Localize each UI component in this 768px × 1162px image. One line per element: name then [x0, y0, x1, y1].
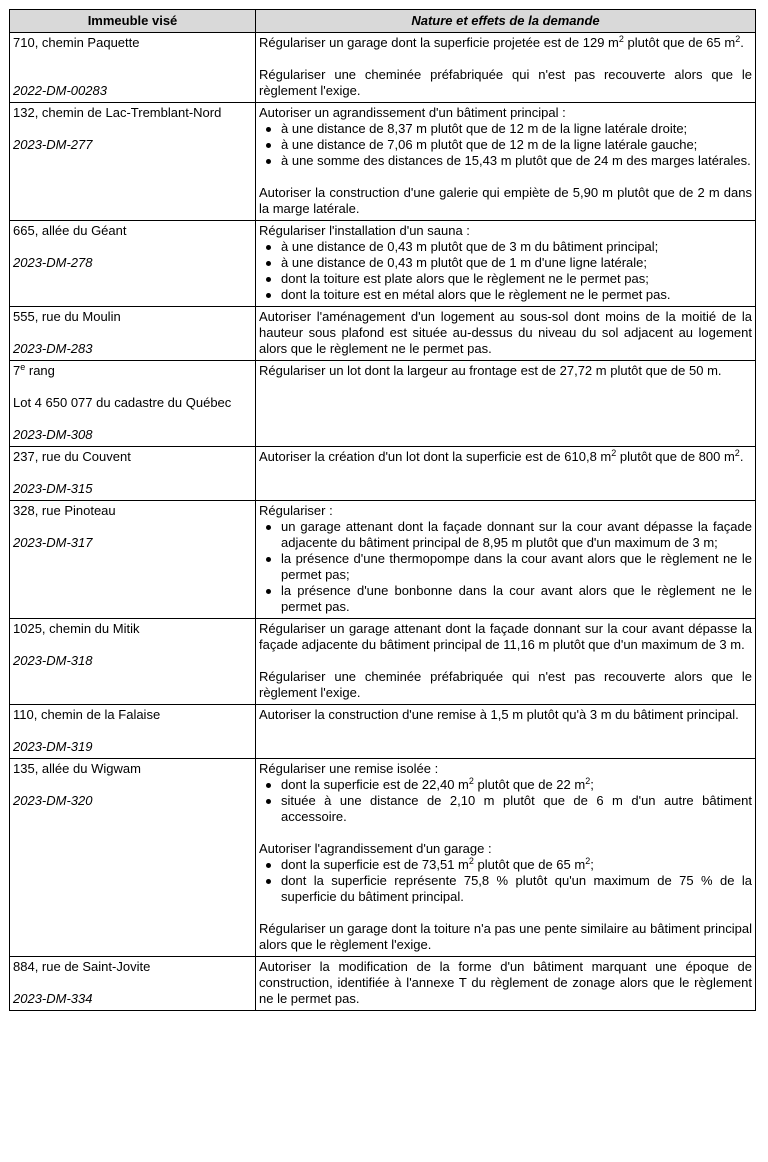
text-fragment: . — [739, 449, 744, 464]
text-fragment: . — [740, 35, 744, 50]
table-row — [10, 705, 756, 759]
address: 110, chemin de la Falaise — [13, 707, 161, 722]
request-cell — [256, 361, 756, 447]
text-fragment: Autoriser la création d'un lot dont la superficie est de 610,8 m — [259, 449, 612, 464]
request-cell — [256, 957, 756, 1011]
dossier-number: 2023-DM-308 — [13, 427, 93, 442]
list-item: à une distance de 8,37 m plutôt que de 12 m de la ligne latérale droite; — [259, 121, 752, 137]
text-fragment: plutôt que de 65 m — [623, 35, 736, 50]
list-item: la présence d'une bonbonne dans la cour avant alors que le règlement ne le permet pas. — [259, 583, 752, 615]
dossier-number: 2023-DM-317 — [13, 535, 93, 550]
dossier-number: 2023-DM-315 — [13, 481, 93, 496]
list-item: à une distance de 0,43 m plutôt que de 3 m du bâtiment principal; — [259, 239, 752, 255]
request-paragraph: Autoriser la modification de la forme d'un bâtiment marquant une époque de construction, identifiée à l'annexe T du règlement de zonage alors que le règlement ne le permet pas. — [259, 959, 752, 1006]
list-item: la présence d'une thermopompe dans la cour avant alors que le règlement ne le permet pas; — [259, 551, 752, 583]
list-item — [259, 857, 752, 873]
list-item: à une somme des distances de 15,43 m plutôt que de 24 m des marges latérales. — [259, 153, 752, 169]
header-building: Immeuble visé — [10, 10, 256, 33]
dossier-number: 2023-DM-334 — [13, 991, 93, 1006]
text-fragment: plutôt que de 22 m — [473, 777, 586, 792]
text-fragment: 7 — [13, 363, 21, 378]
request-cell — [256, 447, 756, 501]
list-item: à une distance de 7,06 m plutôt que de 12 m de la ligne latérale gauche; — [259, 137, 752, 153]
requests-table — [9, 9, 756, 1011]
superscript: 2 — [734, 448, 740, 458]
address: 555, rue du Moulin — [13, 309, 121, 324]
superscript: 2 — [618, 34, 624, 44]
request-cell — [256, 759, 756, 957]
building-cell — [10, 33, 256, 103]
bullet-list — [259, 857, 752, 905]
building-cell — [10, 103, 256, 221]
lot-number: Lot 4 650 077 du cadastre du Québec — [13, 395, 232, 410]
list-item: dont la toiture est en métal alors que le règlement ne le permet pas. — [259, 287, 752, 303]
superscript: 2 — [735, 34, 741, 44]
request-paragraph: Régulariser une remise isolée : — [259, 761, 439, 776]
list-item — [259, 777, 752, 793]
header-nature: Nature et effets de la demande — [256, 10, 756, 33]
table-row — [10, 501, 756, 619]
building-cell — [10, 361, 256, 447]
request-paragraph: Régulariser l'installation d'un sauna : — [259, 223, 470, 238]
list-item: située à une distance de 2,10 m plutôt que de 6 m d'un autre bâtiment accessoire. — [259, 793, 752, 825]
request-cell — [256, 103, 756, 221]
table-row — [10, 957, 756, 1011]
dossier-number: 2023-DM-319 — [13, 739, 93, 754]
building-cell — [10, 957, 256, 1011]
dossier-number: 2023-DM-320 — [13, 793, 93, 808]
request-paragraph: Régulariser un garage attenant dont la façade donnant sur la cour avant dépasse la façade adjacente du bâtiment principal de 11,16 m plutôt que d'un maximum de 3 m. — [259, 621, 752, 652]
dossier-number: 2023-DM-278 — [13, 255, 93, 270]
bullet-list — [259, 777, 752, 825]
table-row — [10, 221, 756, 307]
text-fragment: ; — [590, 777, 594, 792]
list-item: dont la superficie représente 75,8 % plutôt qu'un maximum de 75 % de la superficie du bâtiment principal. — [259, 873, 752, 905]
request-cell — [256, 501, 756, 619]
request-paragraph: Régulariser un lot dont la largeur au frontage est de 27,72 m plutôt que de 50 m. — [259, 363, 722, 378]
table-row — [10, 103, 756, 221]
dossier-number: 2023-DM-277 — [13, 137, 93, 152]
list-item: dont la toiture est plate alors que le règlement ne le permet pas; — [259, 271, 752, 287]
superscript: 2 — [611, 448, 617, 458]
text-fragment: Régulariser un garage dont la superficie projetée est de 129 m — [259, 35, 619, 50]
request-paragraph — [259, 449, 752, 465]
table-row — [10, 307, 756, 361]
request-paragraph: Régulariser une cheminée préfabriquée qui n'est pas recouverte alors que le règlement l'exige. — [259, 669, 752, 700]
building-cell — [10, 221, 256, 307]
request-paragraph: Régulariser une cheminée préfabriquée qui n'est pas recouverte alors que le règlement l'exige. — [259, 67, 752, 98]
address: 135, allée du Wigwam — [13, 761, 141, 776]
address: 665, allée du Géant — [13, 223, 127, 238]
building-cell — [10, 307, 256, 361]
superscript: 2 — [585, 856, 591, 866]
address — [13, 363, 252, 379]
request-cell — [256, 307, 756, 361]
building-cell — [10, 705, 256, 759]
dossier-number: 2023-DM-283 — [13, 341, 93, 356]
address: 132, chemin de Lac-Tremblant-Nord — [13, 105, 222, 120]
text-fragment: plutôt que de 65 m — [473, 857, 586, 872]
request-paragraph: Autoriser l'agrandissement d'un garage : — [259, 841, 492, 856]
superscript: 2 — [585, 776, 591, 786]
request-cell — [256, 705, 756, 759]
request-paragraph: Autoriser la construction d'une remise à 1,5 m plutôt qu'à 3 m du bâtiment principal. — [259, 707, 739, 722]
bullet-list — [259, 519, 752, 615]
address: 328, rue Pinoteau — [13, 503, 116, 518]
text-fragment: rang — [25, 363, 55, 378]
address: 237, rue du Couvent — [13, 449, 131, 464]
superscript: 2 — [468, 776, 474, 786]
list-item: à une distance de 0,43 m plutôt que de 1 m d'une ligne latérale; — [259, 255, 752, 271]
address: 1025, chemin du Mitik — [13, 621, 140, 636]
request-cell — [256, 33, 756, 103]
superscript: 2 — [468, 856, 474, 866]
request-paragraph — [259, 35, 752, 51]
table-row — [10, 361, 756, 447]
superscript: e — [20, 362, 26, 372]
request-paragraph: Régulariser un garage dont la toiture n'a pas une pente similaire au bâtiment principal alors que le règlement l'exige. — [259, 921, 752, 952]
list-item: un garage attenant dont la façade donnant sur la cour avant dépasse la façade adjacente du bâtiment principal de 8,95 m plutôt que d'un maximum de 3 m; — [259, 519, 752, 551]
request-cell — [256, 221, 756, 307]
request-paragraph: Autoriser un agrandissement d'un bâtiment principal : — [259, 105, 566, 120]
text-fragment: ; — [590, 857, 594, 872]
bullet-list — [259, 239, 752, 303]
document-page — [9, 9, 755, 1011]
table-row — [10, 759, 756, 957]
table-header-row — [10, 10, 756, 33]
text-fragment: dont la superficie est de 22,40 m — [281, 777, 469, 792]
text-fragment: dont la superficie est de 73,51 m — [281, 857, 469, 872]
table-row — [10, 619, 756, 705]
text-fragment: plutôt que de 800 m — [616, 449, 735, 464]
building-cell — [10, 619, 256, 705]
building-cell — [10, 759, 256, 957]
building-cell — [10, 501, 256, 619]
dossier-number: 2022-DM-00283 — [13, 83, 107, 98]
request-paragraph: Régulariser : — [259, 503, 333, 518]
request-cell — [256, 619, 756, 705]
request-paragraph: Autoriser la construction d'une galerie qui empiète de 5,90 m plutôt que de 2 m dans la marge latérale. — [259, 185, 752, 216]
building-cell — [10, 447, 256, 501]
dossier-number: 2023-DM-318 — [13, 653, 93, 668]
bullet-list — [259, 121, 752, 169]
table-row — [10, 33, 756, 103]
table-row — [10, 447, 756, 501]
request-paragraph: Autoriser l'aménagement d'un logement au sous-sol dont moins de la moitié de la hauteur sous plafond est située au-dessus du niveau du sol adjacent au logement alors que le règlement ne le permet pas. — [259, 309, 752, 356]
address: 710, chemin Paquette — [13, 35, 140, 50]
address: 884, rue de Saint-Jovite — [13, 959, 151, 974]
